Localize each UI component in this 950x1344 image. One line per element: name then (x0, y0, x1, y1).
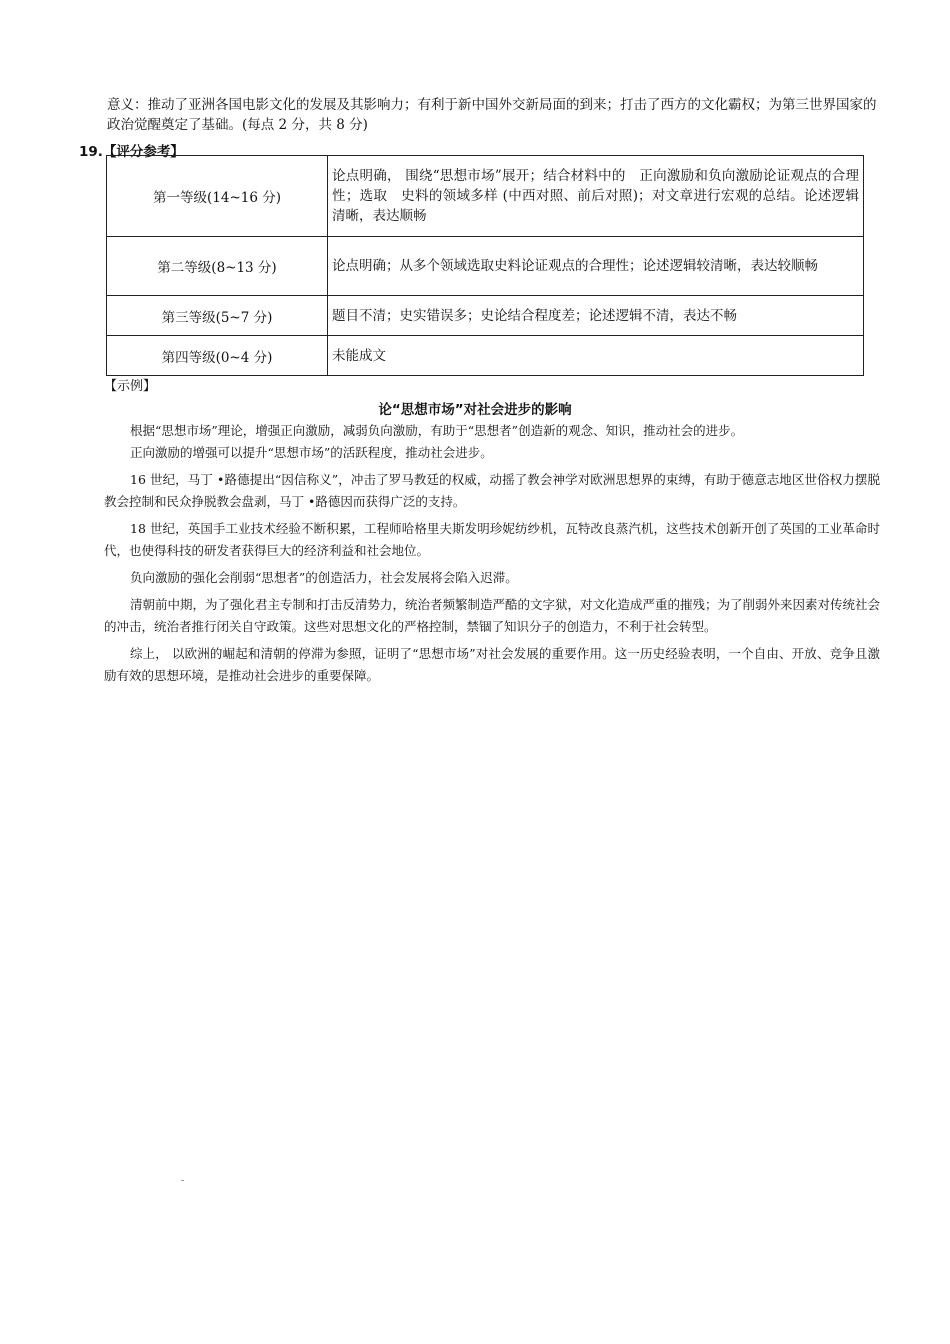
essay-paragraph: 清朝前中期，为了强化君主专制和打击反清势力，统治者频繁制造严酷的文字狱，对文化造成严重的摧残；为了削弱外来因素对传统社会的冲击，统治者推行闭关自守政策。这些对思想文化的严格控制，禁锢了知识分子的创造力，不利于社会转型。 (104, 597, 881, 634)
grading-level: 第三等级(5~7 分) (107, 296, 328, 336)
grading-description: 未能成文 (328, 336, 864, 376)
essay-paragraph: 16 世纪，马丁 •路德提出“因信称义”，冲击了罗马教廷的权威，动摇了教会神学对欧洲思想界的束缚，有助于德意志地区世俗权力摆脱教会控制和民众挣脱教会盘剥，马丁 •路德因而获得广泛的支持。 (104, 472, 880, 509)
essay-paragraph: 综上， 以欧洲的崛起和清朝的停滞为参照，证明了“思想市场”对社会发展的重要作用。这一历史经验表明，一个自由、开放、竞争且激励有效的思想环境，是推动社会进步的重要保障。 (104, 646, 880, 683)
grading-row (107, 296, 864, 336)
essay-paragraph: 根据“思想市场”理论，增强正向激励，减弱负向激励，有助于“思想者”创造新的观念、知识，推动社会的进步。 (130, 423, 744, 438)
grading-row (107, 237, 864, 296)
essay-title: 论“思想市场”对社会进步的影响 (378, 402, 572, 418)
question-19-heading: 19.【评分参考】 (79, 144, 184, 160)
grading-level: 第四等级(0~4 分) (107, 336, 328, 376)
essay-body (104, 420, 880, 687)
significance-paragraph: 意义：推动了亚洲各国电影文化的发展及其影响力；有利于新中国外交新局面的到来；打击了西方的文化霸权；为第三世界国家的政治觉醒奠定了基础。(每点 2 分，共 8 分) (107, 97, 877, 133)
essay-paragraph: 18 世纪，英国手工业技术经验不断积累，工程师哈格里夫斯发明珍妮纺纱机，瓦特改良蒸汽机，这些技术创新开创了英国的工业革命时代，也使得科技的研发者获得巨大的经济利益和社会地位。 (104, 521, 880, 558)
stray-mark (181, 1180, 184, 1181)
grading-description: 题目不清；史实错误多；史论结合程度差；论述逻辑不清，表达不畅 (328, 296, 864, 336)
grading-table (106, 155, 864, 376)
essay-paragraph: 正向激励的增强可以提升“思想市场”的活跃程度，推动社会进步。 (130, 445, 493, 460)
grading-level: 第二等级(8~13 分) (107, 237, 328, 296)
example-label: 【示例】 (104, 379, 157, 394)
grading-level: 第一等级(14~16 分) (107, 156, 328, 237)
grading-description: 论点明确；从多个领域选取史料论证观点的合理性；论述逻辑较清晰，表达较顺畅 (328, 237, 864, 296)
grading-row (107, 156, 864, 237)
grading-description: 论点明确， 围绕“思想市场”展开；结合材料中的 正向激励和负向激励论证观点的合理性；选取 史料的领域多样 (中西对照、前后对照)；对文章进行宏观的总结。论述逻辑清晰，表达顺畅 (328, 156, 864, 237)
essay-paragraph: 负向激励的强化会削弱“思想者”的创造活力，社会发展将会陷入迟滞。 (130, 570, 518, 585)
grading-row (107, 336, 864, 376)
